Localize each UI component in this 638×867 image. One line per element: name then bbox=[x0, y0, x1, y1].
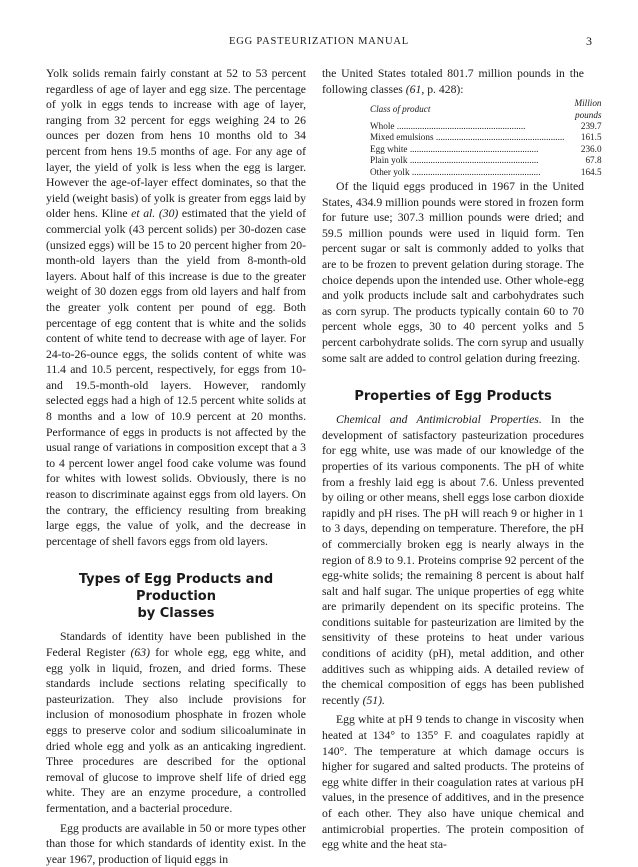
table-row bbox=[370, 144, 602, 155]
paragraph-chemical-properties: Chemical and Antimicrobial Properties. In the development of satisfactory pasteurization procedures for egg white, use was made of our knowledge of the properties of its various components. The pH of white from a freshly laid egg is about 7.6. Unless prevented by oiling or other means, shell eggs lose carbon dioxide rapidly and pH rises. The pH will reach 9 or higher in 1 to 3 days, depending on temperature. Therefore, the pH of commercially broken egg is nearly always in the region of 8.9 to 9.1. Proteins comprise 92 percent of the egg-white solids; the remaining 8 percent is about half salt and half sugar. The unique properties of egg white are primarily dependent on its specific proteins. The conditions suitable for pasteurization are limited by the sensitivity of these proteins to heat under various conditions of acidity (pH), metal addition, and other additives such as whipping aids. A detailed review of the chemical composition of eggs has been published recently (51). bbox=[322, 413, 584, 707]
table-row bbox=[370, 132, 602, 143]
section-heading-properties: Properties of Egg Products bbox=[354, 389, 552, 405]
paragraph-viscosity: Egg white at pH 9 tends to change in viscosity when heated at 134° to 135° F. and coagulates rapidly at 140°. The temperature at which damage occurs is higher for sugared and salted products. The proteins of egg white differ in their coagulation rates at various pH values, in the presence of additives, and in the presence of each other. They also have unique chemical and antimicrobial properties. The protein composition of egg white and the heat sta- bbox=[322, 713, 584, 852]
table-row bbox=[370, 167, 602, 178]
table-cell-class: Plain yolk ..... bbox=[370, 155, 564, 166]
table-cell-amount: 239.7 bbox=[580, 121, 602, 131]
right-column bbox=[322, 66, 602, 853]
left-column bbox=[46, 66, 306, 867]
table-cell-class: Mixed emulsions ..... bbox=[370, 132, 564, 143]
paragraph-yolk-solids: Yolk solids remain fairly constant at 52 to 53 percent regardless of age of layer and egg size. The percentage of yolk in eggs tends to increase with age of layer, ranging from 32 percent for eggs weighing 24 to 26 ounces per dozen from hens 10 months old to 34 percent from hens 19.5 months of age. For any age of layer, the yield of yolk is less when the egg is larger. However the age-of-layer effect dominates, so that the yield (weight basis) of yolk is greater from eggs laid by older hens. Kline et al. (30) estimated that the yield of commercial yolk (43 percent solids) per 30-dozen case (unsized eggs) will be 15 to 20 percent higher from 20-month-old layers than the yield from 8-month-old layers. About half of this increase is due to the greater weight of 30 dozen eggs from old layers and half from the greater yolk content per pound of egg. Both percentage of egg content that is white and the solids content of white tend to decrease with age of layer. For 24-to-26-ounce eggs, the solids content of white was 11.4 and 10.5 percent, respectively, for eggs from 10- and 19.5-month-old layers. However, randomly selected eggs had a high of 12.5 percent white solids at 8 months and a low of 10.9 percent at 20 months. Performance of eggs in products is not affected by the usual range of variations in composition except that a 3 to 4 percent lower angel food cake volume was found for whites with lowest solids. Obviously, there is no reason to discriminate against eggs from old layers. On the contrary, the efficiency resulting from breaking large eggs, the value of yolk, and the decrease in percentage of shell favors eggs from old layers. bbox=[46, 67, 307, 548]
paragraph-standards: Standards of identity have been published in the Federal Register (63) for whole egg, egg white, and egg yolk in liquid, frozen, and dried forms. These standards include sections relating specifically to pasteurization. They also include provisions for inclusion of monosodium phosphate in frozen whole eggs to preserve color and sodium silicoaluminate in dried whole egg and yolk as an anticaking ingredient. Three procedures are described for the optional removal of glucose to improve shelf life of dried egg white. They are an enzyme procedure, a controlled fermentation, and a bacterial procedure. bbox=[46, 630, 307, 815]
table-cell-class: Egg white ..... bbox=[370, 144, 564, 155]
production-table bbox=[370, 98, 602, 178]
running-title: EGG PASTEURIZATION MANUAL bbox=[228, 36, 410, 47]
table-header-amount: Million pounds bbox=[574, 98, 602, 120]
table-cell-amount: 67.8 bbox=[585, 155, 602, 166]
table-header-row bbox=[370, 98, 602, 121]
table-row bbox=[370, 121, 602, 132]
table-cell-amount: 164.5 bbox=[580, 166, 602, 177]
table-header-class: Class of product bbox=[370, 103, 431, 114]
paragraph-egg-products-count: Egg products are available in 50 or more types other than those for which standards of identity exist. In the year 1967, production of liquid eggs in bbox=[46, 821, 306, 866]
paragraph-liquid-eggs: Of the liquid eggs produced in 1967 in the United States, 434.9 million pounds were stored in frozen form for future use; 307.3 million pounds were dried; and 59.5 million pounds were used in liquid form. Ten percent sugar or salt is commonly added to yolks that are to be frozen to prevent gelation during storage. The choice depends upon the intended use. Other whole-egg and yolk products include salt and carbohydrates such as corn syrup. The products typically contain 60 to 70 percent whole eggs, 30 to 40 percent yolks and 5 percent carbohydrate solids. The corn syrup and usually some salt are added to control gelation during freezing. bbox=[322, 180, 584, 365]
table-cell-class: Other yolk ..... bbox=[370, 167, 564, 178]
running-header bbox=[0, 36, 638, 50]
paragraph-production-total: the United States totaled 801.7 million pounds in the following classes (61, p. 428): bbox=[322, 67, 584, 96]
table-cell-amount: 236.0 bbox=[580, 143, 602, 154]
page-number: 3 bbox=[586, 34, 592, 48]
table-row bbox=[370, 155, 602, 166]
table-cell-class: Whole ..... bbox=[370, 121, 564, 132]
table-cell-amount: 161.5 bbox=[580, 132, 602, 143]
section-heading-types: Types of Egg Products and Production by Classes bbox=[78, 572, 274, 622]
